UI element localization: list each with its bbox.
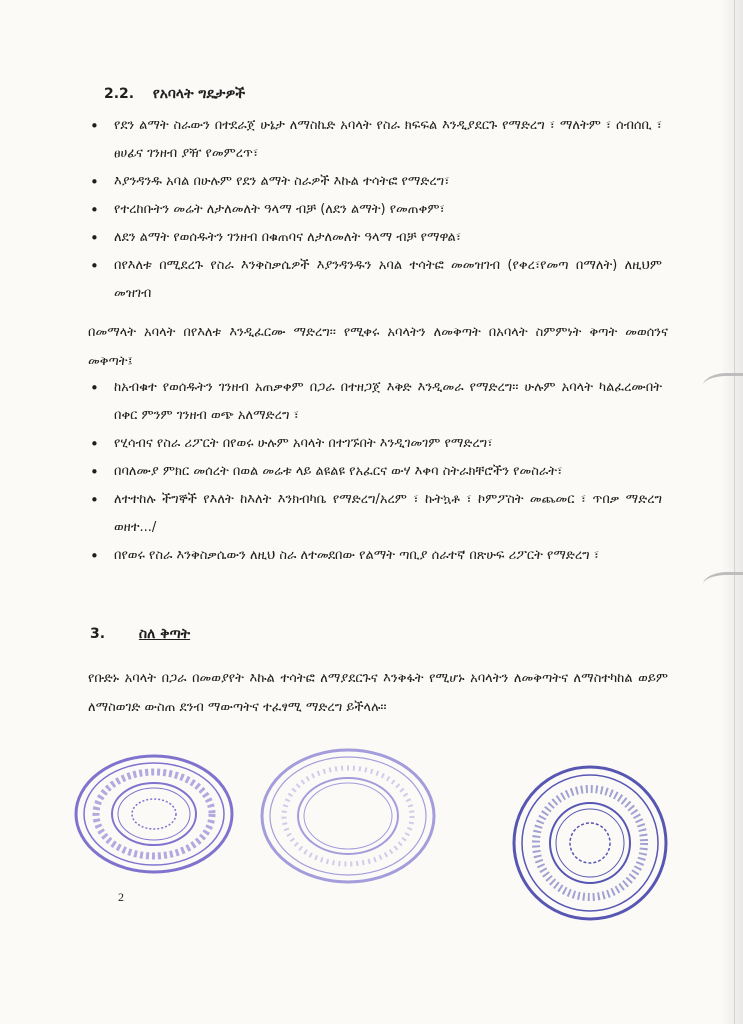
- page-edge-shadow: [721, 0, 743, 1024]
- page-edge-line: [734, 0, 735, 1024]
- duties-list-continued: [86, 374, 662, 570]
- list-item: • ከአብቁተ የወሰዱትን ገንዘብ አጠቃቀም በጋራ በተዘጋጀ እቅድ እንዲመራ የማድረግ፡፡ ሁሉም አባላት ካልፈረሙበት በቀር ምንም ገንዘብ ወጭ አለማድረግ ፣: [86, 374, 662, 430]
- list-item: • የተረከቡትን መሬት ለታለመለት ዓላማ ብቻ (ለደን ልማት) የመጠቀም፣: [86, 196, 662, 224]
- section-3-heading: [90, 626, 190, 642]
- section-2-2-heading: [104, 86, 245, 102]
- left-stamp-seal: [72, 752, 236, 876]
- list-item: • በባለሙያ ምክር መሰረት በወል መሬቱ ላይ ልዩልዩ የአፈርና ውሃ እቀባ ስትራክቸሮችን የመስራት፣: [86, 458, 662, 486]
- paper-curl-mark: [703, 373, 743, 394]
- list-item: • በየእለቱ በሚደረጉ የስራ እንቅስቃሴዎች እያንዳንዱን አባል ተሳትፎ መመዝገብ (የቀረ፣የመጣ በማለት) ለዚህም መዝገብ: [86, 252, 662, 308]
- section-3-title: ስለ ቅጣት: [138, 626, 191, 642]
- list-item: • የደን ልማት ስራውን በተደራጀ ሁኔታ ለማስኬድ አባላት የስራ ክፍፍል እንዲያደርጉ የማድረግ ፣ ማለትም ፣ ሰብሰቢ ፣ ፀሀፊና ገንዘብ ያዥ የመምረጥ፣: [86, 112, 662, 168]
- list-item: • እያንዳንዱ አባል በሁሉም የደን ልማት ስራዎች እኩል ተሳትፎ የማድረግ፣: [86, 168, 662, 196]
- section-2-2-title: የአባላት ግዴታዎች: [152, 86, 246, 102]
- middle-stamp-seal: [258, 746, 438, 886]
- paragraph-penalty-rules: የቡድኑ አባላት በጋራ በመወያየት እኩል ተሳትፎ ለማያደርጉና እንቅፋት የሚሆኑ አባላትን ለመቅጣትና ለማስተካከል ወይም ለማስወገድ ውስጠ ደንብ ማውጣትና ተፈፃሚ ማድረግ ይችላሉ፡፡: [88, 671, 668, 715]
- section-2-2-number: 2.2.: [104, 86, 135, 102]
- section-2-2-list: [86, 112, 662, 308]
- list-item: • በየወሩ የስራ እንቅስቃሴውን ለዚህ ስራ ለተመደበው የልማት ጣቢያ ሰራተኛ በጽሁፍ ሪፖርት የማድረግ ፣: [86, 542, 662, 570]
- paper-curl-mark: [703, 572, 743, 593]
- page-number: 2: [118, 890, 124, 904]
- list-item: • የሂሳብና የስራ ሪፖርት በየወሩ ሁሉም አባላት በተገኙበት እንዲገመገም የማድረግ፣: [86, 430, 662, 458]
- list-item: • ለደን ልማት የወሰዱትን ገንዘብ በቁጠባና ለታለመለት ዓላማ ብቻ የማዋል፣: [86, 224, 662, 252]
- list-item: • ለተተከሉ ችግኞች የእለት ከእለት እንክብካቤ የማድረግ/አረም ፣ ኩትኳቶ ፣ ኮምፖስት መጨመር ፣ ጥበቃ ማድረግ ወዘተ.../: [86, 486, 662, 542]
- section-3-number: 3.: [90, 626, 106, 642]
- right-stamp-seal: [508, 764, 672, 922]
- paragraph-fines: በመማላት አባላት በየእለቱ እንዲፈርሙ ማድረግ፡፡ የሚቀሩ አባላትን ለመቅጣት በአባላት ስምምነት ቅጣት መወሰንና መቅጣት፤: [88, 325, 668, 369]
